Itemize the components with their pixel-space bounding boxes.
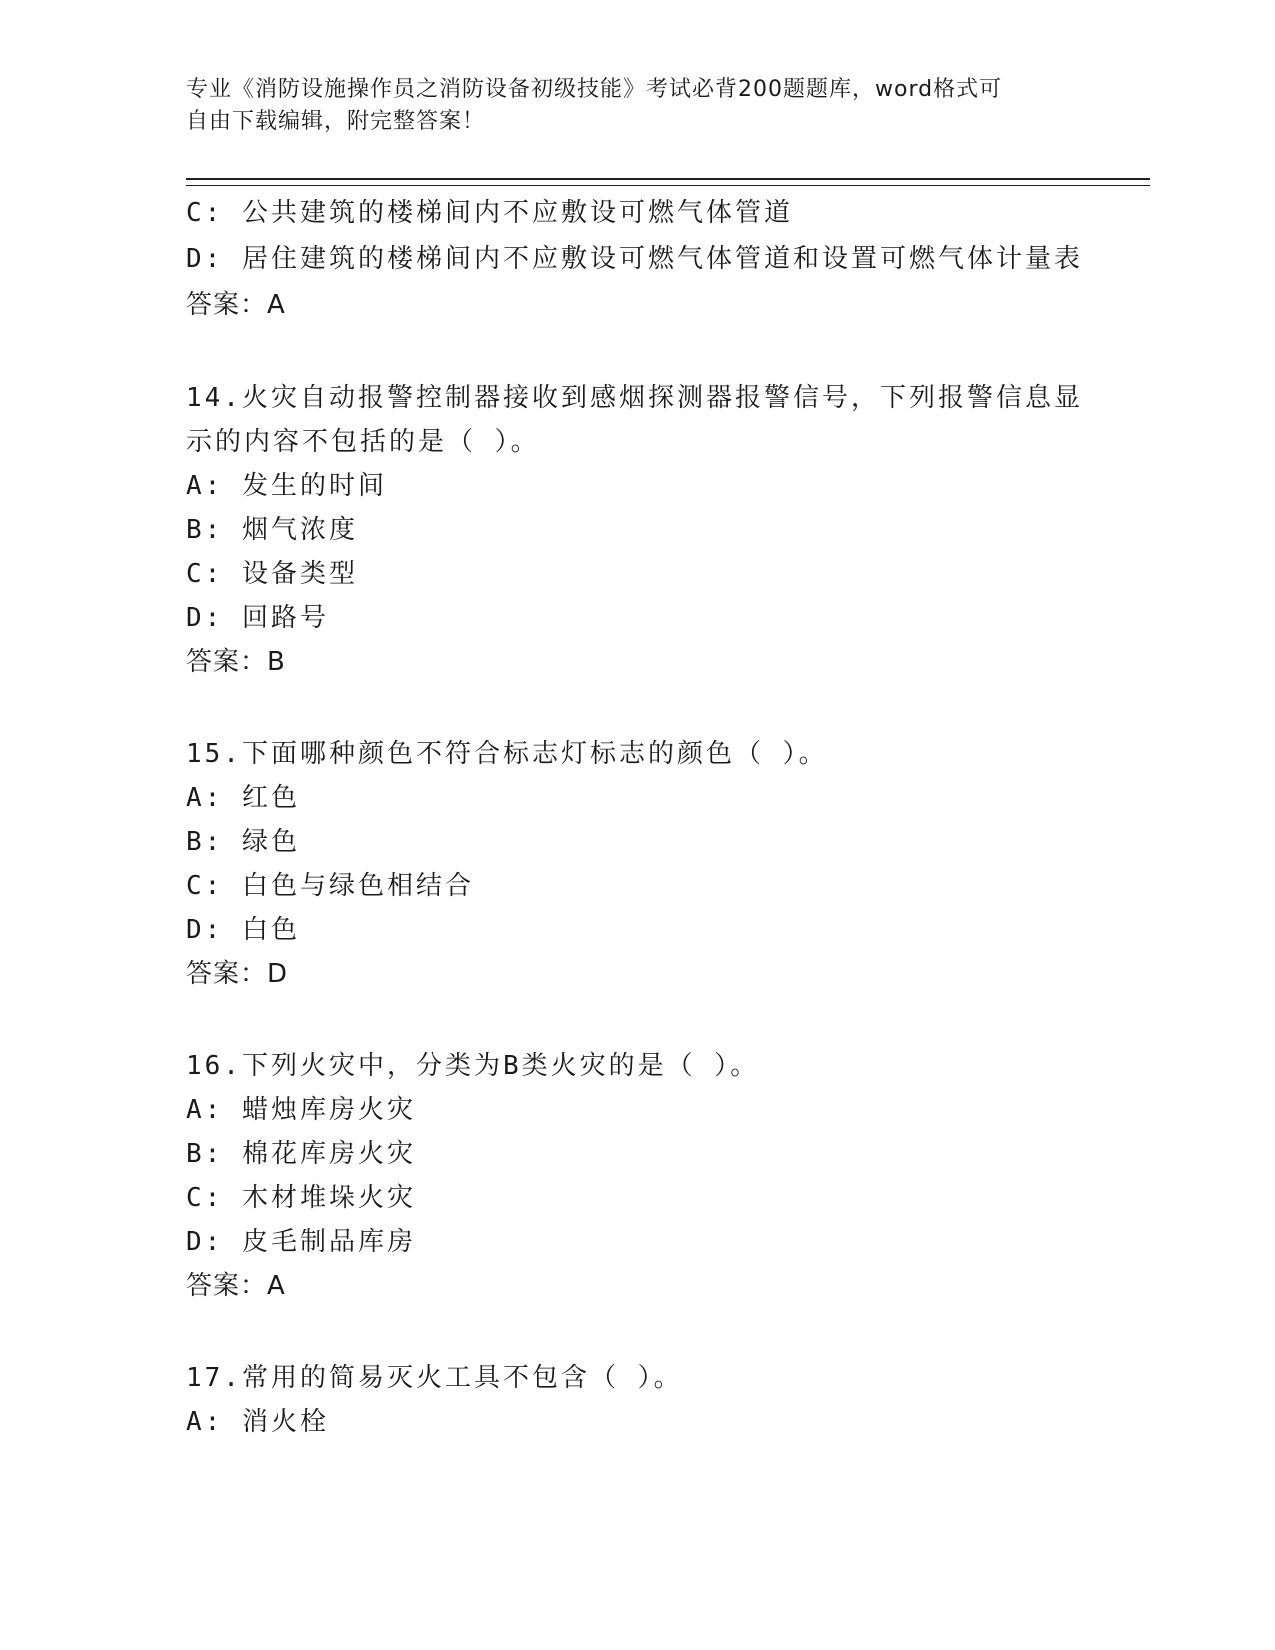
question-stem-cont: 示的内容不包括的是（ ）。 bbox=[186, 427, 540, 457]
answer-text: 答案：B bbox=[186, 647, 286, 677]
option-d: D: 居住建筑的楼梯间内不应敷设可燃气体管道和设置可燃气体计量表 bbox=[186, 244, 1083, 274]
answer-text: 答案：A bbox=[186, 290, 286, 320]
question-list bbox=[186, 190, 1106, 1444]
option-a: A: 蜡烛库房火灾 bbox=[186, 1095, 416, 1125]
question-stem: 14.火灾自动报警控制器接收到感烟探测器报警信号，下列报警信息显 bbox=[186, 383, 1083, 413]
option-c: C: 设备类型 bbox=[186, 559, 358, 589]
option-c: C: 木材堆垛火灾 bbox=[186, 1183, 416, 1213]
question-15 bbox=[186, 732, 1106, 996]
option-b: B: 棉花库房火灾 bbox=[186, 1139, 416, 1169]
header-line-1: 专业《消防设施操作员之消防设备初级技能》考试必背200题题库，word格式可 bbox=[186, 77, 1003, 102]
question-16 bbox=[186, 1044, 1106, 1308]
question-stem: 17.常用的简易灭火工具不包含（ ）。 bbox=[186, 1363, 683, 1393]
option-c: C: 公共建筑的楼梯间内不应敷设可燃气体管道 bbox=[186, 198, 793, 228]
option-b: B: 烟气浓度 bbox=[186, 515, 358, 545]
question-stem: 16.下列火灾中，分类为B类火灾的是（ ）。 bbox=[186, 1051, 760, 1081]
option-d: D: 皮毛制品库房 bbox=[186, 1227, 416, 1257]
option-c: C: 白色与绿色相结合 bbox=[186, 871, 474, 901]
header-line-2: 自由下载编辑，附完整答案！ bbox=[186, 109, 486, 134]
answer-text: 答案：A bbox=[186, 1271, 286, 1301]
option-b: B: 绿色 bbox=[186, 827, 300, 857]
option-a: A: 消火栓 bbox=[186, 1407, 329, 1437]
page-header bbox=[186, 74, 1086, 138]
option-a: A: 红色 bbox=[186, 783, 300, 813]
option-a: A: 发生的时间 bbox=[186, 471, 387, 501]
question-14 bbox=[186, 376, 1106, 684]
answer-text: 答案：D bbox=[186, 959, 289, 989]
header-divider bbox=[186, 178, 1150, 186]
question-stem: 15.下面哪种颜色不符合标志灯标志的颜色（ ）。 bbox=[186, 739, 828, 769]
option-d: D: 白色 bbox=[186, 915, 300, 945]
option-d: D: 回路号 bbox=[186, 603, 329, 633]
question-17 bbox=[186, 1356, 1106, 1444]
